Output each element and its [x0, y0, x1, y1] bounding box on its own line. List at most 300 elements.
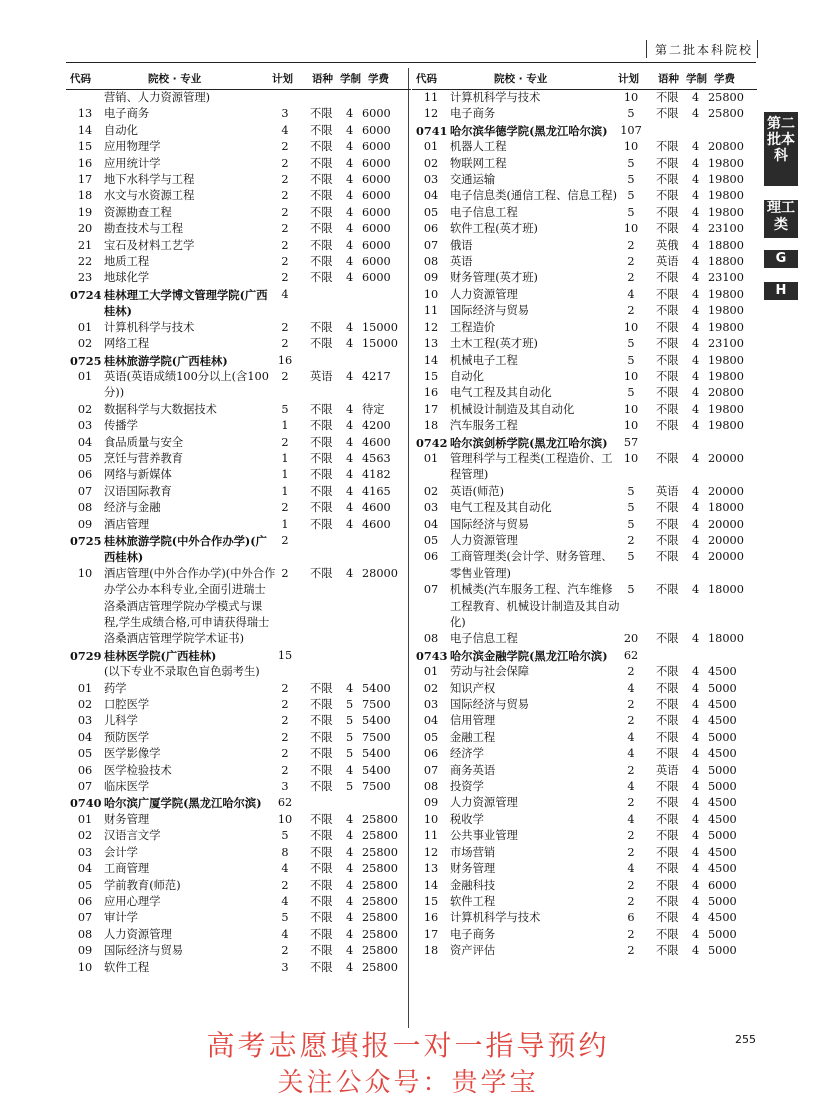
row-name: 交通运输 — [450, 173, 496, 187]
row-duration: 4 — [692, 255, 700, 269]
row-code: 0724 — [70, 287, 102, 302]
row-duration: 4 — [692, 222, 700, 236]
row-code: 02 — [423, 156, 439, 170]
table-row — [66, 927, 411, 943]
row-plan: 2 — [281, 222, 289, 236]
row-fee: 19800 — [708, 369, 744, 383]
row-code: 17 — [423, 927, 439, 941]
side-tab-category: 理工类 — [764, 200, 798, 238]
table-row — [412, 336, 757, 352]
row-duration: 4 — [346, 862, 354, 876]
row-name: 桂林理工大学博文管理学院(广西桂林) — [104, 287, 268, 319]
table-row — [66, 910, 411, 926]
row-code: 15 — [423, 369, 439, 383]
row-code: 12 — [423, 320, 439, 334]
row-duration: 4 — [346, 320, 354, 334]
table-header — [412, 67, 757, 90]
row-fee: 25800 — [362, 894, 398, 908]
school-row — [412, 123, 757, 139]
table-row — [412, 484, 757, 500]
table-row — [412, 878, 757, 894]
row-duration: 4 — [692, 156, 700, 170]
row-name: 电子商务 — [104, 107, 150, 121]
row-duration: 4 — [692, 386, 700, 400]
row-duration: 4 — [346, 517, 354, 531]
row-duration: 4 — [346, 107, 354, 121]
row-code: 05 — [423, 533, 439, 547]
row-language: 不限 — [656, 451, 679, 465]
table-row — [412, 779, 757, 795]
row-fee: 4563 — [362, 451, 391, 465]
row-language: 不限 — [310, 451, 333, 465]
row-name: 自动化 — [450, 369, 484, 383]
table-row — [66, 746, 411, 762]
row-name: 电气工程及其自动化 — [450, 501, 552, 515]
table-row — [412, 385, 757, 401]
row-name: 信用管理 — [450, 714, 496, 728]
table-row — [66, 221, 411, 237]
row-language: 不限 — [656, 402, 679, 416]
row-name: 人力资源管理 — [450, 287, 518, 301]
table-row — [412, 533, 757, 549]
row-name: 计算机科学与技术 — [104, 320, 195, 334]
row-language: 不限 — [310, 894, 333, 908]
row-code: 12 — [423, 107, 439, 121]
row-plan: 4 — [281, 894, 289, 908]
side-tab-letter-g: G — [764, 250, 798, 268]
row-language: 不限 — [310, 960, 333, 974]
table-row — [412, 451, 757, 484]
row-code: 03 — [77, 714, 93, 728]
row-language: 不限 — [310, 189, 333, 203]
row-plan: 2 — [281, 730, 289, 744]
row-fee: 5000 — [708, 894, 737, 908]
table-row — [412, 320, 757, 336]
row-fee: 5000 — [708, 681, 737, 695]
row-code: 02 — [77, 829, 93, 843]
row-code: 01 — [77, 681, 93, 695]
row-code: 20 — [77, 222, 93, 236]
row-code: 12 — [423, 845, 439, 859]
row-name: 儿科学 — [104, 714, 138, 728]
row-name: 机械电子工程 — [450, 353, 518, 367]
row-code: 02 — [77, 337, 93, 351]
row-plan: 2 — [627, 829, 635, 843]
row-plan: 2 — [281, 681, 289, 695]
row-code: 07 — [423, 763, 439, 777]
table-row — [412, 353, 757, 369]
row-name: 投资学 — [450, 780, 484, 794]
row-fee: 5000 — [708, 829, 737, 843]
row-plan: 4 — [627, 730, 635, 744]
table-row — [66, 681, 411, 697]
row-duration: 4 — [692, 550, 700, 564]
row-plan: 5 — [627, 353, 635, 367]
row-duration: 4 — [692, 698, 700, 712]
row-plan: 5 — [627, 337, 635, 351]
row-code: 05 — [77, 878, 93, 892]
row-name: 土木工程(英才班) — [450, 337, 538, 351]
header-fee: 学费 — [368, 73, 389, 85]
table-row — [412, 517, 757, 533]
row-name: 哈尔滨广厦学院(黑龙江哈尔滨) — [104, 796, 262, 811]
row-language: 不限 — [656, 812, 679, 826]
row-plan: 107 — [620, 123, 642, 137]
row-name: 国际经济与贸易 — [450, 698, 530, 712]
row-duration: 4 — [692, 780, 700, 794]
row-language: 不限 — [656, 796, 679, 810]
row-language: 不限 — [656, 287, 679, 301]
row-fee: 6000 — [362, 189, 391, 203]
row-plan: 4 — [281, 927, 289, 941]
row-duration: 4 — [692, 665, 700, 679]
row-language: 不限 — [656, 91, 679, 104]
row-fee: 19800 — [708, 205, 744, 219]
row-name: 地质工程 — [104, 255, 150, 269]
row-fee: 19800 — [708, 156, 744, 170]
row-code: 06 — [77, 894, 93, 908]
row-name: 应用统计学 — [104, 156, 161, 170]
row-plan: 2 — [281, 369, 289, 383]
row-fee: 19800 — [708, 320, 744, 334]
row-fee: 4600 — [362, 435, 391, 449]
row-plan: 6 — [627, 911, 635, 925]
row-name: 汽车服务工程 — [450, 419, 518, 433]
table-row — [412, 303, 757, 319]
row-fee: 5400 — [362, 763, 391, 777]
row-fee: 19800 — [708, 304, 744, 318]
row-plan: 2 — [281, 156, 289, 170]
row-fee: 4500 — [708, 812, 737, 826]
row-code: 14 — [77, 123, 93, 137]
row-name: 人力资源管理 — [450, 533, 518, 547]
row-duration: 4 — [346, 894, 354, 908]
row-name: 电子信息类(通信工程、信息工程) — [450, 189, 617, 203]
row-plan: 5 — [627, 189, 635, 203]
row-language: 不限 — [656, 878, 679, 892]
row-duration: 4 — [692, 337, 700, 351]
row-name: 网络工程 — [104, 337, 150, 351]
row-name: 税收学 — [450, 812, 484, 826]
row-name: 经济与金融 — [104, 501, 161, 515]
row-code: 07 — [77, 780, 93, 794]
row-name: 预防医学 — [104, 730, 150, 744]
table-row — [412, 156, 757, 172]
row-language: 不限 — [656, 140, 679, 154]
row-fee: 6000 — [362, 156, 391, 170]
school-row — [66, 648, 411, 664]
row-plan: 2 — [281, 501, 289, 515]
row-plan: 2 — [281, 435, 289, 449]
watermark-line-2: 关注公众号：贵学宝 — [277, 1068, 539, 1098]
row-duration: 4 — [346, 451, 354, 465]
row-code: 05 — [77, 747, 93, 761]
row-code: 10 — [423, 287, 439, 301]
row-code: 02 — [77, 698, 93, 712]
header-fee: 学费 — [714, 73, 735, 85]
row-name: 工商管理 — [104, 862, 150, 876]
row-name: 酒店管理(中外合作办学)(中外合作办学公办本科专业,全面引进瑞士洛桑酒店管理学院办学模式与课程,学生成绩合格,可申请获得瑞士洛桑酒店管理学院学术证书) — [104, 566, 276, 646]
row-code: 0741 — [416, 123, 448, 138]
row-plan: 2 — [281, 566, 289, 580]
row-duration: 4 — [346, 123, 354, 137]
row-language: 不限 — [310, 255, 333, 269]
school-row — [66, 353, 411, 369]
row-code: 0740 — [70, 796, 102, 811]
row-fee: 28000 — [362, 566, 398, 580]
row-fee: 5000 — [708, 730, 737, 744]
row-plan: 2 — [281, 140, 289, 154]
row-name: 学前教育(师范) — [104, 878, 181, 892]
row-plan: 62 — [277, 796, 293, 810]
row-code: 18 — [423, 944, 439, 958]
row-language: 不限 — [310, 812, 333, 826]
row-language: 不限 — [656, 747, 679, 761]
watermark-line-1: 高考志愿填报一对一指导预约 — [206, 1029, 610, 1062]
row-duration: 4 — [692, 140, 700, 154]
row-name: 机械类(汽车服务工程、汽车维修工程教育、机械设计制造及其自动化) — [450, 583, 620, 629]
row-name: 财务管理 — [450, 862, 496, 876]
row-fee: 7500 — [362, 780, 391, 794]
row-duration: 4 — [692, 911, 700, 925]
row-name: 国际经济与贸易 — [450, 304, 530, 318]
row-name: 网络与新媒体 — [104, 468, 172, 482]
row-duration: 4 — [346, 369, 354, 383]
row-name: 公共事业管理 — [450, 829, 518, 843]
row-fee: 4217 — [362, 369, 391, 383]
row-code: 05 — [423, 730, 439, 744]
row-language: 不限 — [656, 156, 679, 170]
row-fee: 7500 — [362, 698, 391, 712]
row-code: 03 — [423, 698, 439, 712]
row-duration: 4 — [346, 140, 354, 154]
row-language: 不限 — [310, 205, 333, 219]
row-code: 05 — [423, 205, 439, 219]
row-plan: 2 — [281, 533, 289, 547]
row-plan: 2 — [281, 747, 289, 761]
row-plan: 10 — [623, 222, 639, 236]
row-plan: 4 — [627, 287, 635, 301]
side-tab-batch: 第二批本科 — [764, 112, 798, 186]
row-name: 应用心理学 — [104, 894, 161, 908]
table-row — [66, 467, 411, 483]
row-duration: 4 — [346, 566, 354, 580]
row-language: 不限 — [656, 353, 679, 367]
row-code: 08 — [423, 632, 439, 646]
row-fee: 19800 — [708, 419, 744, 433]
row-name: 桂林旅游学院(中外合作办学)(广西桂林) — [104, 533, 267, 565]
header-rule — [66, 62, 756, 63]
table-row — [66, 254, 411, 270]
row-name: 汉语言文学 — [104, 829, 161, 843]
row-duration: 4 — [346, 763, 354, 777]
row-language: 英语 — [656, 763, 679, 777]
table-row — [66, 188, 411, 204]
row-language: 不限 — [656, 222, 679, 236]
row-language: 英语 — [656, 255, 679, 269]
row-plan: 4 — [627, 812, 635, 826]
row-language: 不限 — [656, 337, 679, 351]
header-name: 院校 · 专业 — [494, 73, 548, 85]
row-fee: 23100 — [708, 271, 744, 285]
row-fee: 19800 — [708, 189, 744, 203]
table-row — [66, 156, 411, 172]
table-row — [66, 500, 411, 516]
row-duration: 4 — [692, 271, 700, 285]
right-column — [412, 67, 757, 960]
row-fee: 4500 — [708, 911, 737, 925]
row-language: 不限 — [310, 173, 333, 187]
row-language: 不限 — [310, 780, 333, 794]
row-name: 知识产权 — [450, 681, 496, 695]
row-name: 应用物理学 — [104, 140, 161, 154]
row-code: 14 — [423, 353, 439, 367]
row-fee: 20000 — [708, 484, 744, 498]
row-duration: 4 — [346, 681, 354, 695]
row-fee: 5400 — [362, 681, 391, 695]
row-plan: 10 — [623, 140, 639, 154]
table-row — [66, 451, 411, 467]
row-fee: 4600 — [362, 517, 391, 531]
header-lang: 语种 — [312, 73, 333, 85]
table-row — [66, 861, 411, 877]
row-name: 资源勘查工程 — [104, 205, 172, 219]
row-code: 09 — [423, 271, 439, 285]
row-plan: 4 — [281, 123, 289, 137]
row-duration: 4 — [346, 845, 354, 859]
row-name: 机械设计制造及其自动化 — [450, 402, 575, 416]
row-language: 不限 — [656, 583, 679, 597]
row-duration: 4 — [346, 222, 354, 236]
row-plan: 2 — [281, 173, 289, 187]
row-language: 英语 — [310, 369, 333, 383]
row-code: 11 — [423, 829, 439, 843]
row-name: 数据科学与大数据技术 — [104, 402, 217, 416]
row-name: 英语 — [450, 255, 473, 269]
row-fee: 6000 — [708, 878, 737, 892]
row-name: 资产评估 — [450, 944, 496, 958]
page-number: 255 — [735, 1033, 756, 1046]
row-code: 04 — [77, 730, 93, 744]
table-row — [66, 484, 411, 500]
table-row — [412, 106, 757, 122]
row-name: 临床医学 — [104, 780, 150, 794]
table-row — [66, 828, 411, 844]
table-row — [66, 172, 411, 188]
table-row — [66, 435, 411, 451]
row-plan: 3 — [281, 107, 289, 121]
table-row — [412, 631, 757, 647]
row-plan: 2 — [627, 533, 635, 547]
row-code: 0725 — [70, 353, 102, 368]
row-fee: 25800 — [362, 862, 398, 876]
row-language: 不限 — [310, 402, 333, 416]
row-plan: 4 — [627, 780, 635, 794]
row-code: 01 — [77, 369, 93, 383]
row-code: 13 — [423, 862, 439, 876]
table-row — [66, 960, 411, 976]
row-code: 16 — [77, 156, 93, 170]
row-fee: 18800 — [708, 255, 744, 269]
row-plan: 2 — [627, 796, 635, 810]
row-plan: 10 — [623, 320, 639, 334]
row-plan: 2 — [281, 944, 289, 958]
row-duration: 4 — [692, 714, 700, 728]
row-name: 工程造价 — [450, 320, 496, 334]
row-duration: 4 — [692, 878, 700, 892]
table-row — [66, 730, 411, 746]
table-row — [412, 238, 757, 254]
row-plan: 5 — [627, 501, 635, 515]
row-plan: 2 — [627, 894, 635, 908]
row-name: 财务管理 — [104, 812, 150, 826]
table-row — [66, 369, 411, 402]
row-language: 不限 — [310, 763, 333, 777]
row-fee: 4500 — [708, 698, 737, 712]
row-duration: 5 — [346, 698, 354, 712]
row-language: 不限 — [310, 337, 333, 351]
row-duration: 4 — [346, 944, 354, 958]
row-language: 不限 — [310, 747, 333, 761]
row-fee: 25800 — [708, 91, 744, 104]
row-code: 14 — [423, 878, 439, 892]
header-dur: 学制 — [340, 73, 361, 85]
row-language: 不限 — [656, 107, 679, 121]
row-name: 会计学 — [104, 845, 138, 859]
row-code: 13 — [423, 337, 439, 351]
row-plan: 2 — [627, 238, 635, 252]
row-duration: 4 — [692, 747, 700, 761]
row-name: 医学影像学 — [104, 747, 161, 761]
row-name: 宝石及材料工艺学 — [104, 238, 195, 252]
row-duration: 5 — [346, 730, 354, 744]
row-plan: 2 — [281, 320, 289, 334]
row-fee: 4500 — [708, 796, 737, 810]
row-language: 不限 — [656, 271, 679, 285]
table-row — [412, 730, 757, 746]
row-fee: 4500 — [708, 714, 737, 728]
row-plan: 20 — [623, 632, 639, 646]
row-duration: 4 — [346, 173, 354, 187]
row-plan: 2 — [281, 271, 289, 285]
row-language: 不限 — [310, 566, 333, 580]
row-duration: 4 — [346, 238, 354, 252]
row-code: 03 — [77, 845, 93, 859]
row-name: 自动化 — [104, 123, 138, 137]
row-name: 机器人工程 — [450, 140, 507, 154]
row-duration: 4 — [692, 173, 700, 187]
row-language: 不限 — [656, 698, 679, 712]
table-header — [66, 67, 411, 90]
row-language: 不限 — [656, 550, 679, 564]
row-language: 不限 — [310, 944, 333, 958]
row-plan: 10 — [623, 419, 639, 433]
table-row — [66, 517, 411, 533]
row-language: 英俄 — [656, 238, 679, 252]
row-language: 不限 — [310, 107, 333, 121]
row-name: 营销、人力资源管理) — [104, 91, 211, 104]
row-code: 08 — [423, 255, 439, 269]
row-plan: 10 — [623, 402, 639, 416]
row-language: 不限 — [656, 369, 679, 383]
row-duration: 4 — [346, 878, 354, 892]
row-fee: 20000 — [708, 550, 744, 564]
row-name: 地下水科学与工程 — [104, 173, 195, 187]
row-duration: 4 — [692, 632, 700, 646]
table-body — [412, 90, 757, 960]
row-duration: 4 — [692, 484, 700, 498]
table-row — [66, 763, 411, 779]
